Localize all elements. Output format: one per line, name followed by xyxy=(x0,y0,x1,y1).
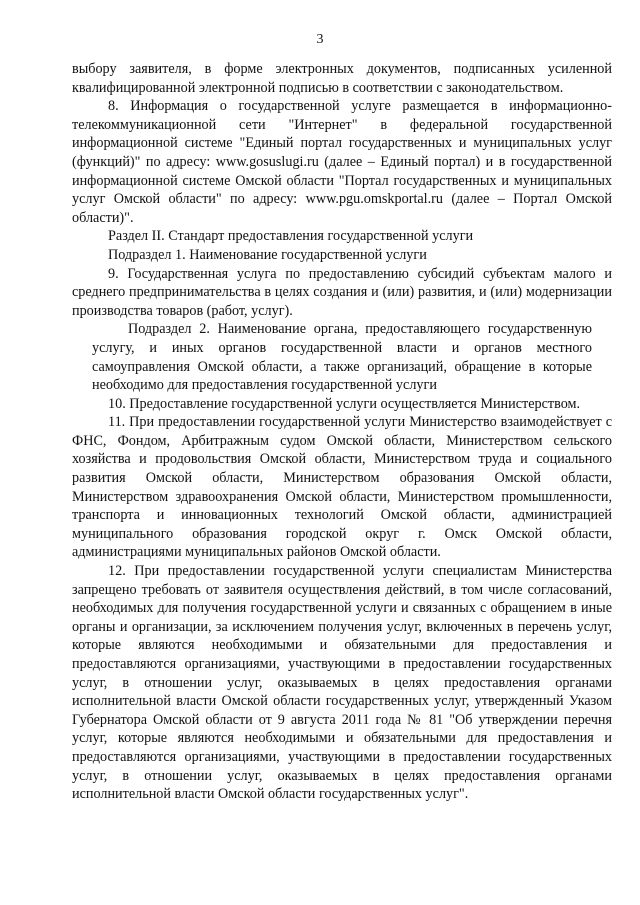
document-body xyxy=(72,60,612,804)
paragraph-10: 10. Предоставление государственной услуги осуществляется Министерством. xyxy=(108,395,581,412)
paragraph-9: 9. Государственная услуга по предоставлению субсидий субъектам малого и среднего предпринимательства в целях создания и (или) развития, и (или) модернизации производства товаров (работ, услуг). xyxy=(72,265,612,319)
subsection-1-heading: Подраздел 1. Наименование государственной услуги xyxy=(108,246,427,263)
paragraph-continuation: выбору заявителя, в форме электронных документов, подписанных усиленной квалифицированной электронной подписью в соответствии с законодательством. xyxy=(72,61,612,96)
section-2-heading: Раздел II. Стандарт предоставления государственной услуги xyxy=(108,228,474,245)
paragraph-11: 11. При предоставлении государственной услуги Министерство взаимодействует с ФНС, Фондом, Арбитражным судом Омской области, Министерством сельского хозяйства и продовольствия Омской области, Министерством труда и социального развития Омской области, Министерством образования Омской области, Министерством здравоохранения Омской области, Министерством промышленности, транспорта и инновационных технологий Омской области, администрацией муниципального образования городской округ г. Омск Омской области, администрациями муниципальных районов Омской области. xyxy=(72,414,612,561)
page-number: 3 xyxy=(316,32,324,47)
subsection-2-heading: Подраздел 2. Наименование органа, предоставляющего государственную услугу, и иных органов государственной власти и органов местного самоуправления Омской области, а также организаций, обращение в которые необходимо для предоставления государственной услуги xyxy=(92,321,592,394)
paragraph-12: 12. При предоставлении государственной услуги специалистам Министерства запрещено требовать от заявителя осуществления действий, в том числе согласований, необходимых для получения государственной услуги и связанных с обращением в иные органы и организации, за исключением получения услуг, включенных в перечень услуг, которые являются необходимыми и обязательными для предоставления и предоставляются организациями, участвующими в предоставлении государственных услуг, в отношении услуг, оказываемых в целях предоставления органами исполнительной власти Омской области государственных услуг, утвержденный Указом Губернатора Омской области от 9 августа 2011 года № 81 "Об утверждении перечня услуг, которые являются необходимыми и обязательными для предоставления и предоставляются организациями, участвующими в предоставлении государственных услуг, в отношении услуг, оказываемых в целях предоставления органами исполнительной власти Омской области государственных услуг". xyxy=(72,563,612,803)
paragraph-8: 8. Информация о государственной услуге размещается в информационно-телекоммуникационной сети "Интернет" в федеральной государственной информационной системе "Единый портал государственных и муниципальных услуг (функций)" по адресу: www.gosuslugi.ru (далее – Единый портал) и в государственной информационной системе Омской области "Портал государственных и муниципальных услуг Омской области" по адресу: www.pgu.omskportal.ru (далее – Портал Омской области)". xyxy=(72,98,612,226)
